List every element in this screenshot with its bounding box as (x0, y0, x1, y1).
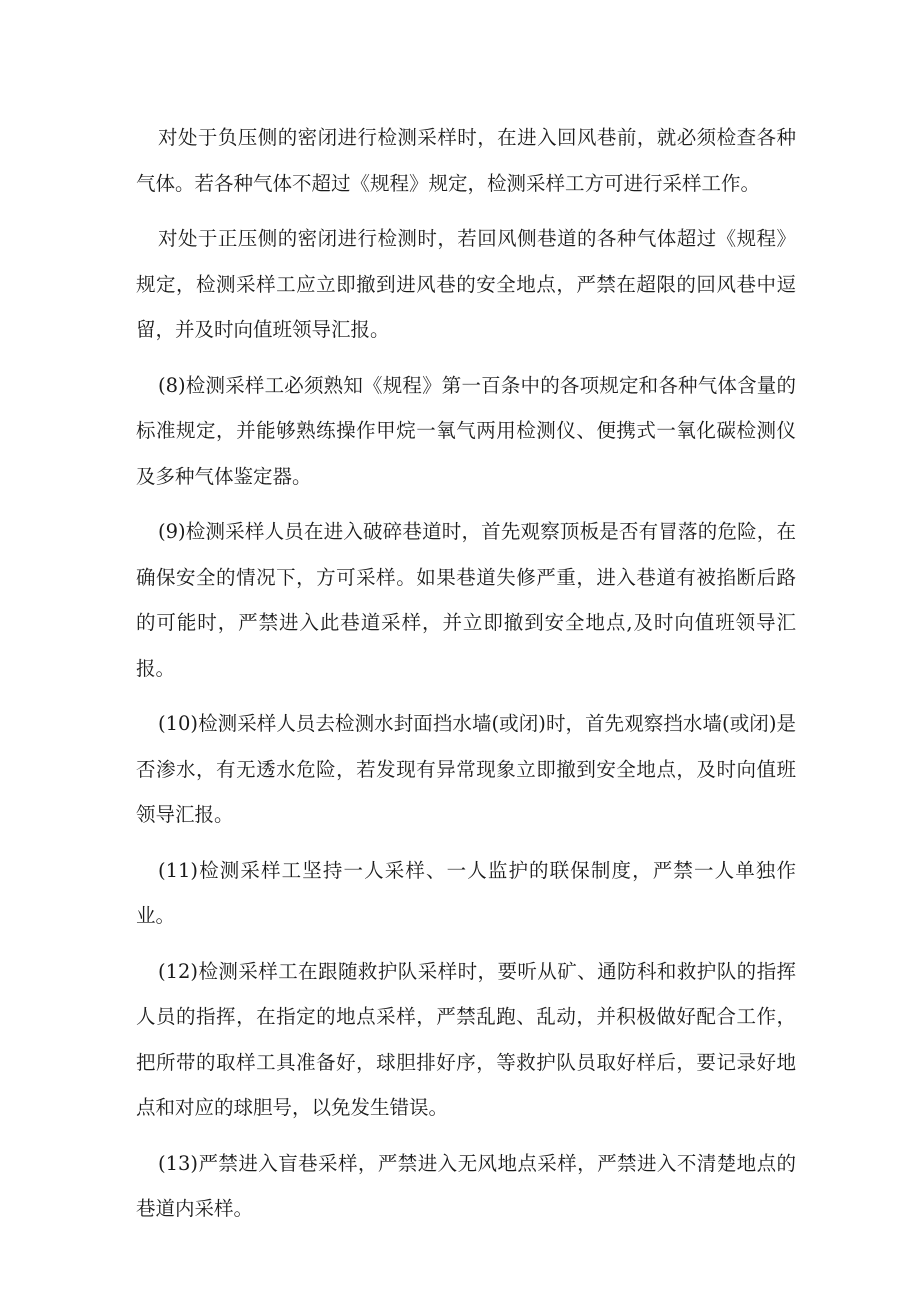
paragraph-item-8: (8)检测采样工必须熟知《规程》第一百条中的各项规定和各种气体含量的标准规定，并能够熟练操作甲烷一氧气两用检测仪、便携式一氧化碳检测仪及多种气体鉴定器。 (136, 373, 796, 488)
paragraph-negative-pressure: 对处于负压侧的密闭进行检测采样时，在进入回风巷前，就必须检查各种气体。若各种气体不超过《规程》规定，检测采样工方可进行采样工作。 (136, 126, 796, 195)
paragraph-positive-pressure: 对处于正压侧的密闭进行检测时，若回风侧巷道的各种气体超过《规程》规定，检测采样工应立即撤到进风巷的安全地点，严禁在超限的回风巷中逗留，并及时向值班领导汇报。 (136, 227, 796, 341)
paragraph-item-13: (13)严禁进入盲巷采样，严禁进入无风地点采样，严禁进入不清楚地点的巷道内采样。 (136, 1151, 796, 1220)
paragraph-item-9: (9)检测采样人员在进入破碎巷道时，首先观察顶板是否有冒落的危险，在确保安全的情况下，方可采样。如果巷道失修严重，进入巷道有被掐断后路的可能时，严禁进入此巷道采样，并立即撤到安全地点,及时向值班领导汇报。 (136, 520, 796, 680)
paragraph-item-12: (12)检测采样工在跟随救护队采样时，要听从矿、通防科和救护队的指挥人员的指挥，在指定的地点采样，严禁乱跑、乱动，并积极做好配合工作，把所带的取样工具准备好，球胆排好序，等救护队员取好样后，要记录好地点和对应的球胆号，以免发生错误。 (136, 959, 796, 1119)
paragraph-item-10: (10)检测采样人员去检测水封面挡水墙(或闭)时，首先观察挡水墙(或闭)是否渗水，有无透水危险，若发现有异常现象立即撤到安全地点，及时向值班领导汇报。 (136, 712, 796, 826)
document-body (136, 115, 796, 1242)
paragraph-item-11: (11)检测采样工坚持一人采样、一人监护的联保制度，严禁一人单独作业。 (136, 858, 796, 927)
